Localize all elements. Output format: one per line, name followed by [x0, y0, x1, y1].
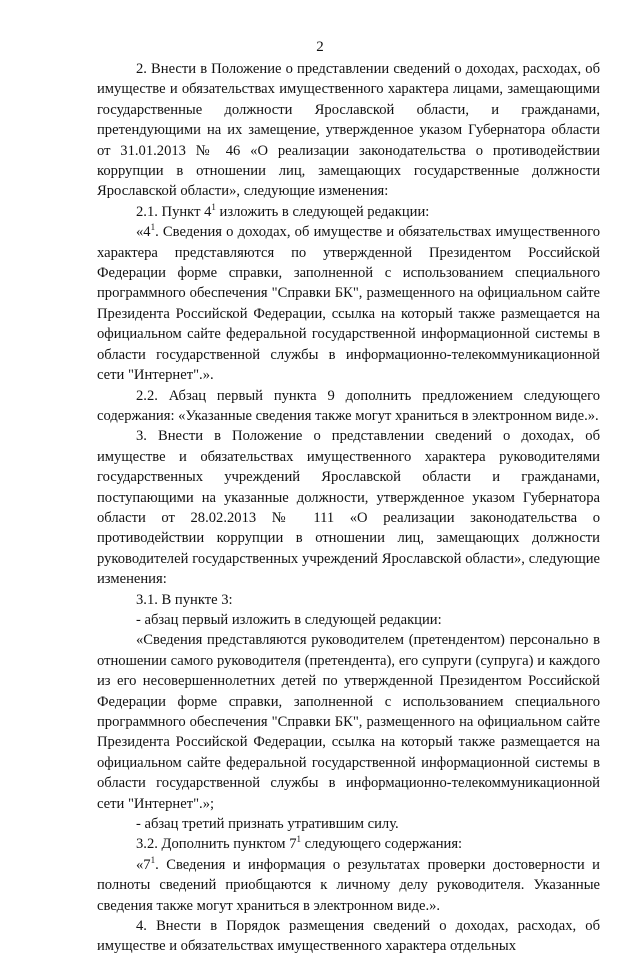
paragraph-text: 2.1. Пункт 4	[136, 203, 212, 220]
paragraph-text: 3.2. Дополнить пунктом 7	[136, 836, 297, 853]
paragraph: - абзац третий признать утратившим силу.	[136, 816, 399, 833]
paragraph: 4. Внести в Порядок размещения сведений о доходах, расходах, об имуществе и обязательствах имущественного характера отдельных	[97, 918, 600, 955]
paragraph: 3. Внести в Положение о представлении сведений о доходах, об имуществе и обязательствах имущественного характера руководителями государственных учреждений Ярославской области и гражданами, поступающими на указанные должности, утвержденное указом Губернатора области от 28.02.2013 № 111 «О реализации законодательства о противодействии коррупции в отношении лиц, замещающих должности руководителей государственных учреждений Ярославской области», следующие изменения:	[97, 428, 600, 588]
paragraph: 2.2. Абзац первый пункта 9 дополнить предложением следующего содержания: «Указанные сведения также могут храниться в электронном виде.».	[97, 387, 600, 424]
paragraph	[97, 222, 600, 385]
paragraph: 2. Внести в Положение о представлении сведений о доходах, расходах, об имуществе и обязательствах имущественного характера лицами, замещающими государственные должности Ярославской области, и гражданами, претендующими на их замещение, утвержденное указом Губернатора области от 31.01.2013 № 46 «О реализации законодательства о противодействии коррупции в отношении лиц, замещающих государственные должности Ярославской области», следующие изменения:	[97, 61, 600, 200]
paragraph-text: изложить в следующей редакции:	[215, 203, 430, 220]
paragraph: - абзац первый изложить в следующей редакции:	[136, 611, 442, 628]
superscript-index: 1	[211, 201, 216, 212]
paragraph: «Сведения представляются руководителем (претендентом) персонально в отношении самого руководителя (претендента), его супруги (супруга) и каждого из его несовершеннолетних детей по утвержденной Президентом Российской Федерации форме справки, заполненной с использованием специального программного обеспечения "Справки БК", размещенного на официальном сайте Президента Российской Федерации, ссылка на который также размещается на официальном сайте федеральной государственной информационной системы в области государственной службы в информационно-телекоммуникационной сети "Интернет".»;	[97, 632, 600, 812]
superscript-index: 1	[296, 834, 301, 845]
superscript-index: 1	[150, 222, 156, 233]
paragraph-text: следующего содержания:	[301, 836, 463, 853]
superscript-index: 1	[150, 854, 156, 865]
paragraph	[97, 202, 600, 222]
paragraph	[97, 834, 600, 854]
paragraph-text: «4	[136, 224, 151, 241]
paragraph-text: . Сведения о доходах, об имуществе и обязательствах имущественного характера представляются по утвержденной Президентом Российской Федерации форме справки, заполненной с использованием специального программного обеспечения "Справки БК", размещенного на официальном сайте Президента Российской Федерации, ссылка на который также размещается на официальном сайте федеральной государственной информационной системы в области государственной службы в информационно-телекоммуникационной сети "Интернет".».	[97, 224, 600, 384]
document-body	[97, 59, 600, 957]
paragraph-text: «7	[136, 856, 151, 873]
page-number: 2	[316, 39, 324, 55]
paragraph	[97, 855, 600, 916]
paragraph: 3.1. В пункте 3:	[136, 591, 233, 608]
paragraph-text: . Сведения и информация о результатах проверки достоверности и полноты сведений приобщаются к личному делу руководителя. Указанные сведения также могут храниться в электронном виде.».	[97, 856, 600, 914]
